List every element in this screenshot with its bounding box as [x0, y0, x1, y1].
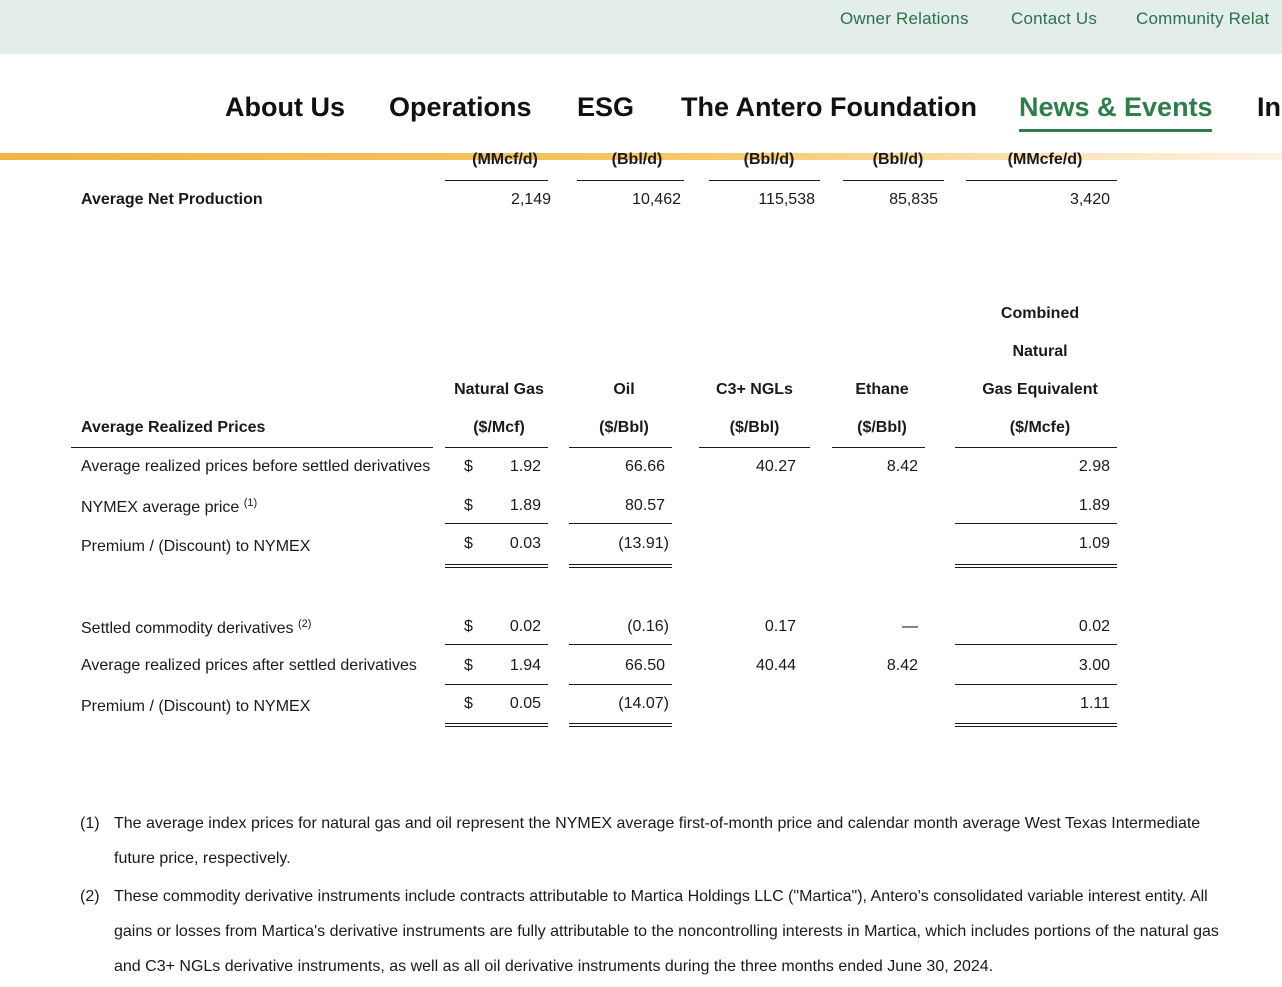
production-value-ethane: 85,835 — [889, 191, 938, 208]
header-natural-gas: Natural Gas — [454, 381, 544, 398]
double-rule — [445, 723, 548, 727]
unit-natural-gas: ($/Mcf) — [473, 419, 525, 436]
cell-gas: 1.92 — [509, 458, 541, 475]
production-unit-oil: (Bbl/d) — [611, 151, 663, 168]
rule — [832, 447, 925, 448]
utility-link-contact-us[interactable]: Contact Us — [1011, 9, 1098, 28]
rule — [445, 180, 548, 181]
row-label: NYMEX average price $^{(1)}$ — [81, 497, 258, 516]
double-rule — [955, 564, 1117, 568]
row-label: Average realized prices after settled derivatives — [81, 657, 417, 674]
rule — [445, 523, 548, 524]
double-rule — [955, 723, 1117, 727]
currency-symbol: $ — [464, 458, 473, 475]
header-c3-ngls: C3+ NGLs — [716, 381, 793, 398]
cell-combined: 1.09 — [1078, 535, 1110, 552]
unit-c3-ngls: ($/Bbl) — [729, 419, 780, 436]
double-rule — [569, 723, 672, 727]
rule — [709, 180, 820, 181]
nav-operations[interactable]: Operations — [389, 92, 532, 122]
row-label: Average realized prices before settled derivatives — [81, 458, 431, 475]
footnote-number: (1) — [80, 815, 100, 832]
header-oil: Oil — [613, 381, 635, 398]
rule — [955, 447, 1117, 448]
rule — [445, 684, 548, 685]
cell-gas: 1.89 — [509, 497, 541, 514]
rule — [569, 644, 672, 645]
rule — [843, 180, 944, 181]
production-unit-combined: (MMcfe/d) — [1007, 151, 1083, 168]
rule — [569, 447, 672, 448]
utility-link-owner-relations[interactable]: Owner Relations — [840, 9, 969, 28]
rule — [955, 684, 1117, 685]
row-label: Premium / (Discount) to NYMEX — [81, 698, 311, 715]
double-rule — [445, 564, 548, 568]
nav-about-us[interactable]: About Us — [225, 92, 345, 122]
production-value-oil: 10,462 — [632, 191, 681, 208]
rule — [699, 447, 810, 448]
header-ethane: Ethane — [855, 381, 909, 398]
header-combined-line2: Natural — [1012, 343, 1068, 360]
cell-oil: 80.57 — [624, 497, 665, 514]
cell-gas: 0.05 — [509, 695, 541, 712]
footnote-text: The average index prices for natural gas and oil represent the NYMEX average first-of-month price and calendar month average West Texas Intermediate future price, respectively. — [114, 815, 1201, 867]
rule — [569, 684, 672, 685]
cell-oil: (13.91) — [618, 535, 669, 552]
double-rule — [569, 564, 672, 568]
currency-symbol: $ — [464, 695, 473, 712]
cell-ngl: 40.44 — [755, 657, 796, 674]
rule — [71, 447, 433, 448]
production-label: Average Net Production — [81, 191, 263, 208]
footnotes — [80, 806, 1230, 987]
active-nav-underline — [1019, 129, 1212, 132]
production-value-combined: 3,420 — [1069, 191, 1110, 208]
footnote-item — [80, 879, 1230, 984]
cell-ngl: 40.27 — [755, 458, 796, 475]
unit-ethane: ($/Bbl) — [857, 419, 907, 436]
nav-esg[interactable]: ESG — [577, 92, 635, 122]
cell-oil: 66.50 — [624, 657, 665, 674]
cell-oil: 66.66 — [624, 458, 665, 475]
production-unit-ethane: (Bbl/d) — [872, 151, 924, 168]
production-value-ngl: 115,538 — [758, 191, 815, 208]
cell-ngl: 0.17 — [764, 618, 796, 635]
rule — [955, 644, 1117, 645]
footnote-number: (2) — [80, 888, 100, 905]
header-combined-line3: Gas Equivalent — [982, 381, 1098, 398]
rule — [955, 523, 1117, 524]
cell-ethane: — — [902, 618, 918, 635]
production-unit-ngl: (Bbl/d) — [743, 151, 795, 168]
main-nav — [0, 54, 1282, 154]
nav-antero-foundation[interactable]: The Antero Foundation — [681, 92, 977, 122]
footnote-text: These commodity derivative instruments include contracts attributable to Martica Holdings LLC ("Martica"), Antero's consolidated variable interest entity. All gains or losses from Martica's derivative instruments are fully attributable to the noncontrolling interests in Martica, which includes portions of the natural gas and C3+ NGLs derivative instruments, as well as all oil derivative instruments during the three months ended June 30, 2024. — [114, 888, 1219, 975]
section-label-realized-prices: Average Realized Prices — [81, 419, 266, 436]
currency-symbol: $ — [464, 618, 473, 635]
nav-news-events[interactable]: News & Events — [1019, 92, 1213, 122]
cell-gas: 1.94 — [509, 657, 541, 674]
rule — [966, 180, 1117, 181]
unit-oil: ($/Bbl) — [599, 419, 649, 436]
currency-symbol: $ — [464, 497, 473, 514]
cell-ethane: 8.42 — [886, 458, 918, 475]
footnote-ref: (1) — [243, 497, 258, 509]
cell-combined: 0.02 — [1078, 618, 1110, 635]
production-unit-gas: (MMcf/d) — [472, 151, 538, 168]
cell-oil: (14.07) — [618, 695, 669, 712]
cell-combined: 1.11 — [1080, 695, 1110, 712]
cell-gas: 0.02 — [509, 618, 541, 635]
cell-combined: 1.89 — [1078, 497, 1110, 514]
header-combined-line1: Combined — [1000, 305, 1080, 322]
footnote-item — [80, 806, 1230, 876]
cell-combined: 3.00 — [1078, 657, 1110, 674]
production-value-gas: 2,149 — [510, 191, 551, 208]
rule — [569, 523, 672, 524]
cell-combined: 2.98 — [1078, 458, 1110, 475]
rule — [445, 447, 548, 448]
row-label: Settled commodity derivatives $^{(2)}$ — [81, 618, 312, 637]
nav-investors-cut[interactable]: In — [1257, 92, 1281, 122]
currency-symbol: $ — [464, 535, 473, 552]
press-release-content — [0, 151, 1282, 978]
footnote-ref: (2) — [297, 618, 312, 630]
cell-gas: 0.03 — [509, 535, 541, 552]
currency-symbol: $ — [464, 657, 473, 674]
rule — [577, 180, 684, 181]
cell-oil: (0.16) — [627, 618, 669, 635]
utility-link-community-relations[interactable]: Community Relat — [1136, 9, 1270, 28]
rule — [445, 644, 548, 645]
unit-combined: ($/Mcfe) — [1009, 419, 1071, 436]
utility-bar — [0, 0, 1282, 54]
cell-ethane: 8.42 — [886, 657, 918, 674]
row-label: Premium / (Discount) to NYMEX — [81, 538, 311, 555]
